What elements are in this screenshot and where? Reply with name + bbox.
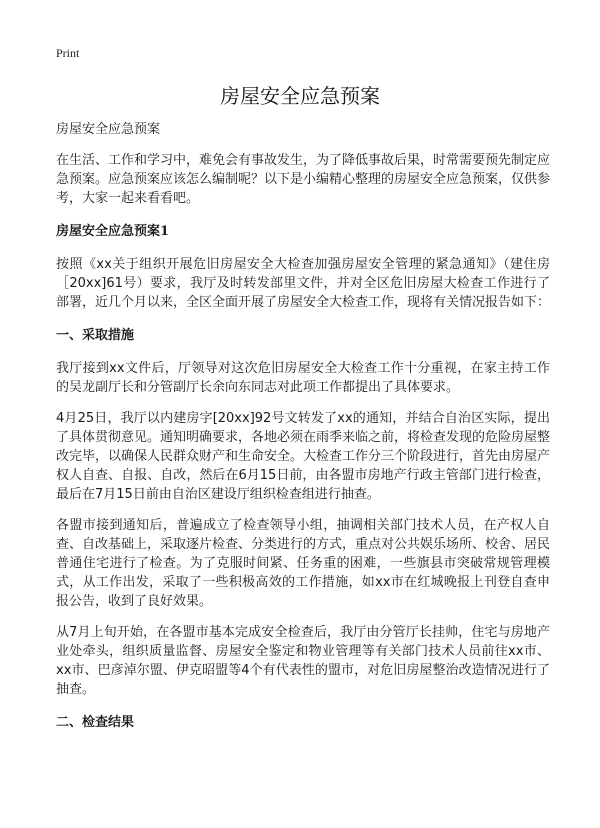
- measures-paragraph-2: 4月25日，我厅以内建房字[20xx]92号文转发了xx的通知，并结合自治区实际，提出了具体贯彻意见。通知明确要求，各地必须在雨季来临之前，将检查发现的危险房屋整改完毕，以确保人民群众财产和生命安全。大检查工作分三个阶段进行，首先由房屋产权人自查、自报、自改，然后在6月15日前，由各盟市房地产行政主管部门进行检查，最后在7月15日前由自治区建设厅组织检查组进行抽查。: [56, 411, 551, 502]
- measures-paragraph-4: 从7月上旬开始，在各盟市基本完成安全检查后，我厅由分管厅长挂帅，住宅与房地产业处牵头，组织质量监督、房屋安全鉴定和物业管理等有关部门技术人员前往xx市、xx市、巴彦淖尔盟、伊克昭盟等4个有代表性的盟市，对危旧房屋整治改造情况进行了抽查。: [56, 625, 550, 697]
- measures-paragraph-1: 我厅接到xx文件后，厅领导对这次危旧房屋安全大检查工作十分重视，在家主持工作的吴龙副厅长和分管副厅长余向东同志对此项工作都提出了具体要求。: [56, 361, 550, 395]
- measures-heading: 一、采取措施: [56, 328, 135, 343]
- measures-paragraph-3: 各盟市接到通知后，普遍成立了检查领导小组，抽调相关部门技术人员，在产权人自查、自改基础上，采取逐片检查、分类进行的方式，重点对公共娱乐场所、校舍、居民普通住宅进行了检查。为了克服时间紧、任务重的困难，一些旗县市突破常规管理模式，从工作出发，采取了一些积极高效的工作措施，如xx市在红城晚报上刊登自查申报公告，收到了良好效果。: [56, 518, 551, 609]
- print-link[interactable]: Print: [56, 46, 80, 60]
- document-body: [56, 120, 550, 746]
- section1-paragraph: 按照《xx关于组织开展危旧房屋安全大检查加强房屋安全管理的紧急通知》（建住房［20xx]61号）要求，我厅及时转发部里文件，并对全区危旧房屋大检查工作进行了部署，近几个月以来，全区全面开展了房屋安全大检查工作，现将有关情况报告如下：: [56, 257, 551, 310]
- document-subtitle: 房屋安全应急预案: [56, 122, 161, 137]
- intro-paragraph: 在生活、工作和学习中，难免会有事故发生，为了降低事故后果，时常需要预先制定应急预案。应急预案应该怎么编制呢？以下是小编精心整理的房屋安全应急预案，仅供参考，大家一起来看看吧。: [56, 153, 551, 206]
- section1-title: 房屋安全应急预案1: [56, 224, 170, 239]
- page-title: 房屋安全应急预案: [220, 84, 380, 108]
- results-heading: 二、检查结果: [56, 715, 135, 730]
